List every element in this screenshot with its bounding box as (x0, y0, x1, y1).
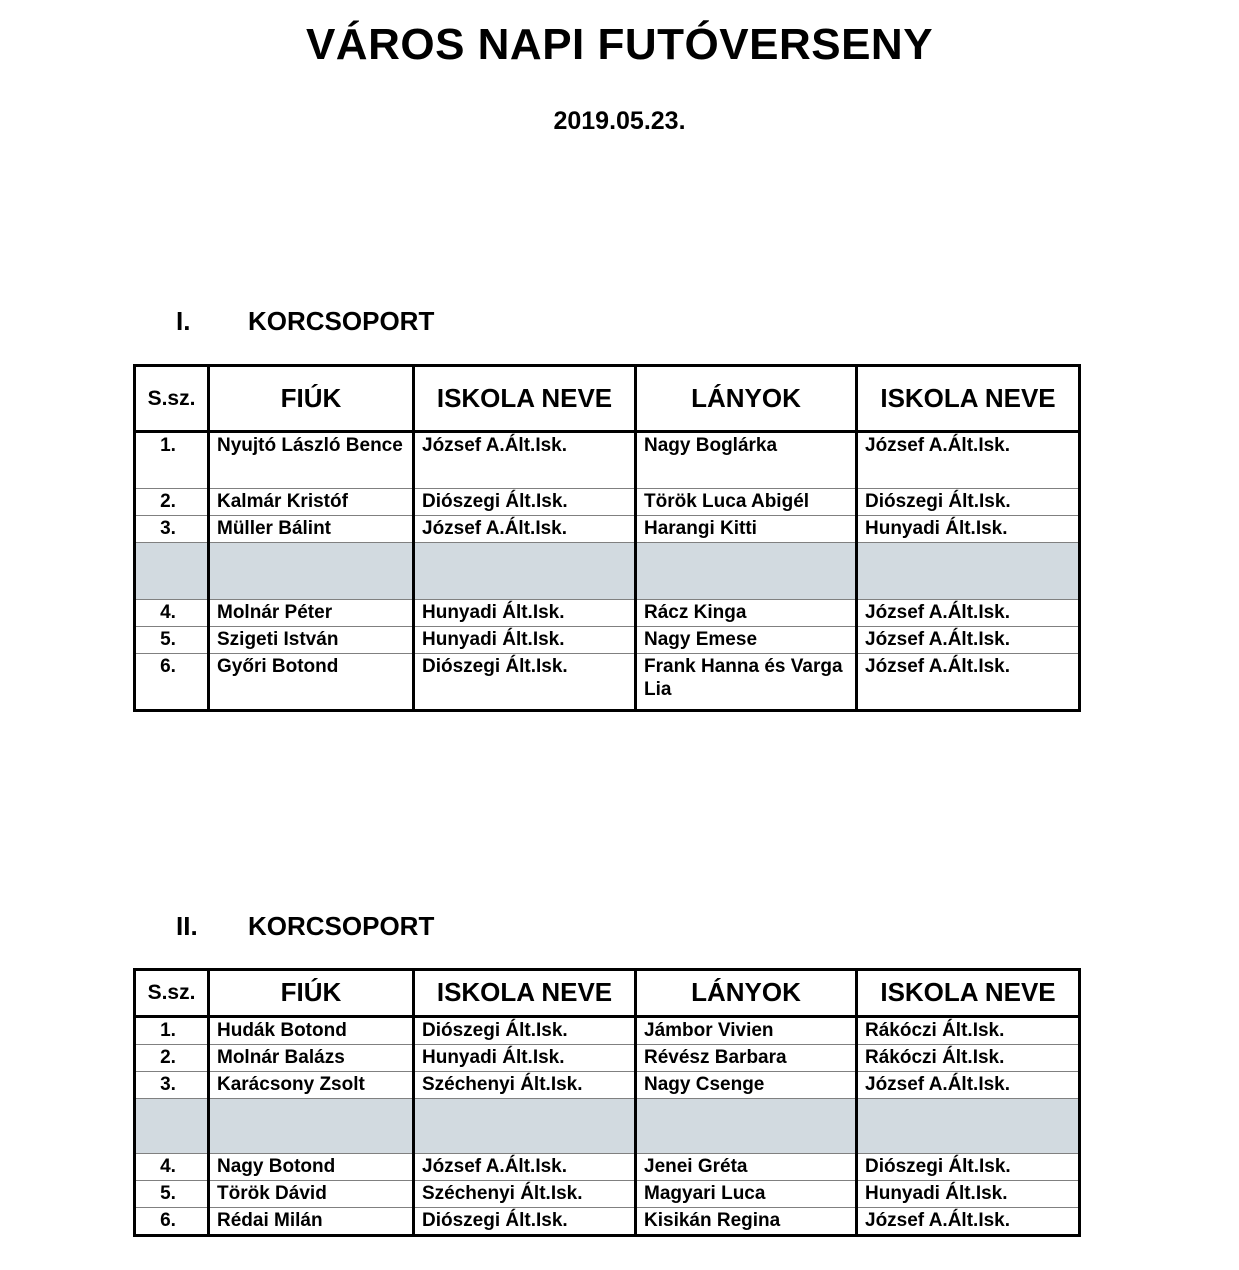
spacer-cell (135, 543, 209, 600)
cell-rank: 1. (135, 432, 209, 489)
cell-rank: 2. (135, 1045, 209, 1072)
spacer-cell (857, 1099, 1080, 1154)
cell-boy-school: József A.Ált.Isk. (414, 1154, 636, 1181)
cell-girl-school: Diószegi Ált.Isk. (857, 1154, 1080, 1181)
section-heading-1 (176, 306, 434, 337)
cell-girl-school: Rákóczi Ált.Isk. (857, 1045, 1080, 1072)
table-header-row (135, 366, 1080, 432)
cell-boy-school: Széchenyi Ált.Isk. (414, 1072, 636, 1099)
cell-boy-name: Török Dávid (209, 1181, 414, 1208)
cell-boy-name: Kalmár Kristóf (209, 489, 414, 516)
column-header-boys-school: ISKOLA NEVE (414, 970, 636, 1017)
cell-boy-school: Diószegi Ált.Isk. (414, 654, 636, 711)
cell-boy-name: Nagy Botond (209, 1154, 414, 1181)
cell-rank: 4. (135, 1154, 209, 1181)
column-header-girls: LÁNYOK (636, 366, 857, 432)
section-numeral: I. (176, 306, 191, 336)
cell-girl-name: Frank Hanna és Varga Lia (636, 654, 857, 711)
cell-girl-school: Diószegi Ált.Isk. (857, 489, 1080, 516)
cell-boy-school: Diószegi Ált.Isk. (414, 1208, 636, 1236)
column-header-boys: FIÚK (209, 366, 414, 432)
table-row (135, 432, 1080, 489)
table-row (135, 654, 1080, 711)
cell-rank: 2. (135, 489, 209, 516)
column-header-boys: FIÚK (209, 970, 414, 1017)
cell-girl-name: Nagy Csenge (636, 1072, 857, 1099)
cell-boy-name: Szigeti István (209, 627, 414, 654)
table-row (135, 1017, 1080, 1045)
cell-girl-school: József A.Ált.Isk. (857, 627, 1080, 654)
cell-boy-school: József A.Ált.Isk. (414, 432, 636, 489)
cell-rank: 6. (135, 1208, 209, 1236)
section-numeral: II. (176, 911, 198, 941)
document-title: VÁROS NAPI FUTÓVERSENY (305, 20, 934, 69)
cell-boy-name: Müller Bálint (209, 516, 414, 543)
cell-rank: 4. (135, 600, 209, 627)
table-spacer-row (135, 543, 1080, 600)
cell-girl-school: József A.Ált.Isk. (857, 654, 1080, 711)
cell-girl-school: Hunyadi Ált.Isk. (857, 1181, 1080, 1208)
spacer-cell (414, 1099, 636, 1154)
cell-rank: 3. (135, 1072, 209, 1099)
cell-girl-school: József A.Ált.Isk. (857, 1208, 1080, 1236)
cell-girl-name: Török Luca Abigél (636, 489, 857, 516)
cell-boy-name: Rédai Milán (209, 1208, 414, 1236)
table-row (135, 1072, 1080, 1099)
section-heading-2 (176, 911, 434, 942)
cell-girl-school: Rákóczi Ált.Isk. (857, 1017, 1080, 1045)
cell-rank: 5. (135, 627, 209, 654)
cell-rank: 3. (135, 516, 209, 543)
column-header-girls-school: ISKOLA NEVE (857, 366, 1080, 432)
cell-girl-school: József A.Ált.Isk. (857, 432, 1080, 489)
cell-boy-school: Diószegi Ált.Isk. (414, 489, 636, 516)
cell-boy-name: Karácsony Zsolt (209, 1072, 414, 1099)
cell-boy-name: Molnár Balázs (209, 1045, 414, 1072)
cell-girl-name: Magyari Luca (636, 1181, 857, 1208)
table-row (135, 1208, 1080, 1236)
column-header-girls-school: ISKOLA NEVE (857, 970, 1080, 1017)
cell-boy-school: Széchenyi Ált.Isk. (414, 1181, 636, 1208)
cell-girl-name: Harangi Kitti (636, 516, 857, 543)
cell-boy-school: József A.Ált.Isk. (414, 516, 636, 543)
cell-girl-name: Rácz Kinga (636, 600, 857, 627)
table-row (135, 516, 1080, 543)
cell-rank: 5. (135, 1181, 209, 1208)
cell-rank: 1. (135, 1017, 209, 1045)
cell-girl-school: József A.Ált.Isk. (857, 1072, 1080, 1099)
cell-boy-school: Hunyadi Ált.Isk. (414, 600, 636, 627)
cell-girl-name: Kisikán Regina (636, 1208, 857, 1236)
cell-girl-name: Jenei Gréta (636, 1154, 857, 1181)
spacer-cell (857, 543, 1080, 600)
table-row (135, 489, 1080, 516)
cell-girl-name: Jámbor Vivien (636, 1017, 857, 1045)
cell-boy-school: Hunyadi Ált.Isk. (414, 1045, 636, 1072)
table-spacer-row (135, 1099, 1080, 1154)
section-label: KORCSOPORT (248, 911, 435, 941)
cell-girl-name: Révész Barbara (636, 1045, 857, 1072)
cell-girl-school: Hunyadi Ált.Isk. (857, 516, 1080, 543)
cell-boy-school: Diószegi Ált.Isk. (414, 1017, 636, 1045)
cell-boy-name: Győri Botond (209, 654, 414, 711)
column-header-number: S.sz. (135, 970, 209, 1017)
spacer-cell (414, 543, 636, 600)
results-table-age-group-2 (133, 968, 1081, 1237)
cell-boy-name: Nyujtó László Bence (209, 432, 414, 489)
table-row (135, 1154, 1080, 1181)
table-header-row (135, 970, 1080, 1017)
cell-girl-school: József A.Ált.Isk. (857, 600, 1080, 627)
table-row (135, 1045, 1080, 1072)
results-table-age-group-1 (133, 364, 1081, 712)
table-row (135, 627, 1080, 654)
table-row (135, 1181, 1080, 1208)
spacer-cell (636, 543, 857, 600)
table-row (135, 600, 1080, 627)
cell-boy-name: Molnár Péter (209, 600, 414, 627)
column-header-girls: LÁNYOK (636, 970, 857, 1017)
spacer-cell (209, 1099, 414, 1154)
section-label: KORCSOPORT (248, 306, 435, 336)
column-header-boys-school: ISKOLA NEVE (414, 366, 636, 432)
column-header-number: S.sz. (135, 366, 209, 432)
spacer-cell (636, 1099, 857, 1154)
cell-boy-school: Hunyadi Ált.Isk. (414, 627, 636, 654)
document-date: 2019.05.23. (553, 107, 686, 135)
spacer-cell (209, 543, 414, 600)
cell-girl-name: Nagy Boglárka (636, 432, 857, 489)
cell-girl-name: Nagy Emese (636, 627, 857, 654)
cell-boy-name: Hudák Botond (209, 1017, 414, 1045)
spacer-cell (135, 1099, 209, 1154)
cell-rank: 6. (135, 654, 209, 711)
